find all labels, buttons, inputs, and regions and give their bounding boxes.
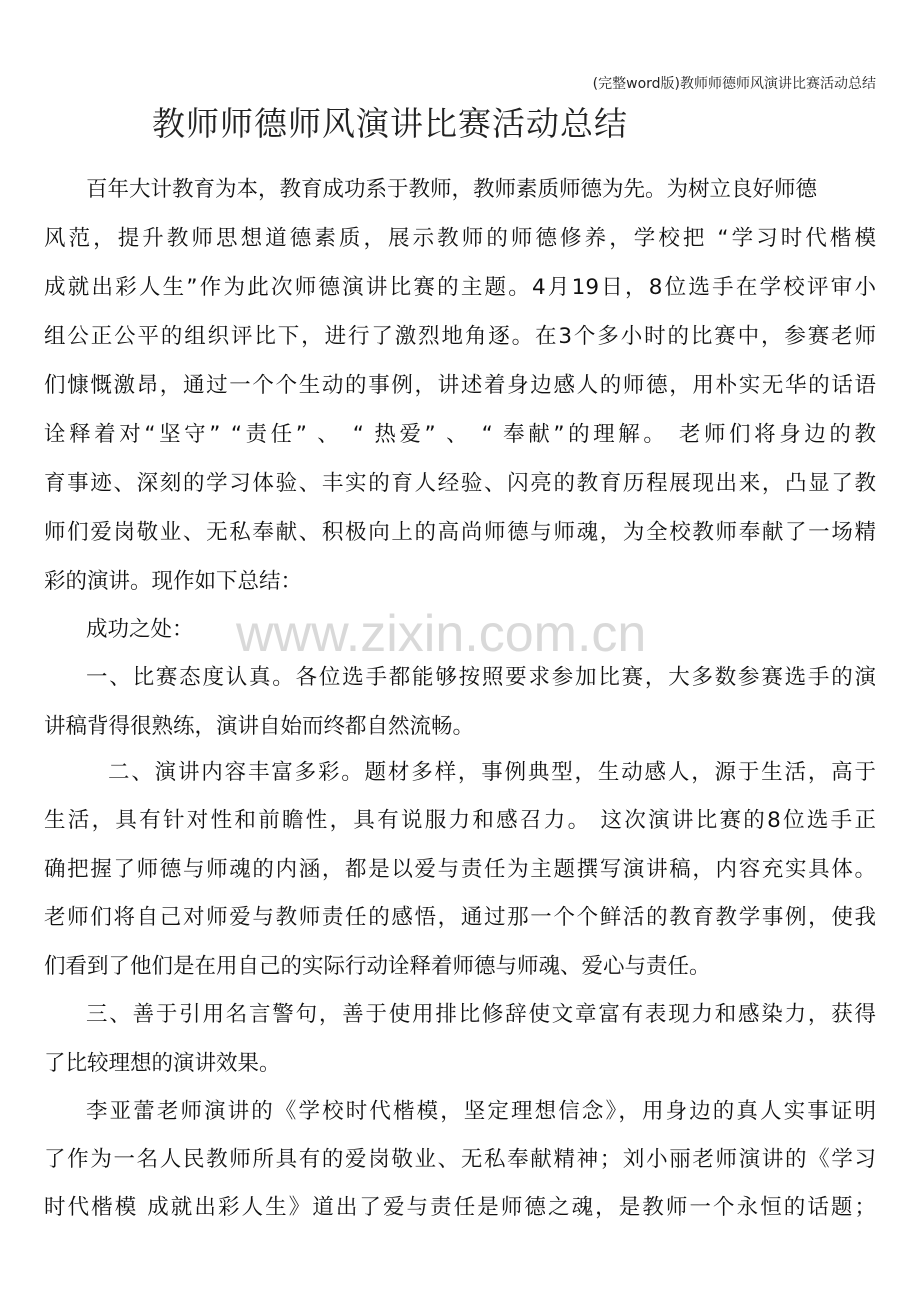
running-header: (完整word版)教师师德师风演讲比赛活动总结 xyxy=(592,76,876,92)
paragraph-line: 时代楷模 成就出彩人生》道出了爱与责任是师德之魂，是教师一个永恒的话题； xyxy=(44,1195,876,1220)
paragraph-line: 成就出彩人生”作为此次师德演讲比赛的主题。4月19日，8位选手在学校评审小 xyxy=(44,275,876,300)
paragraph-line: 诠释着对“坚守” “责任” 、 “ 热爱” 、 “ 奉献”的理解。 老师们将身边的教 xyxy=(44,422,876,447)
document-title: 教师师德师风演讲比赛活动总结 xyxy=(152,104,628,143)
watermark-text: www.zixin.com.cn xyxy=(236,605,647,663)
paragraph-line: 育事迹、深刻的学习体验、丰实的育人经验、闪亮的教育历程展现出来，凸显了教 xyxy=(44,471,876,496)
paragraph-line: 百年大计教育为本，教育成功系于教师，教师素质师德为先。为树立良好师德 xyxy=(86,177,818,202)
paragraph-line: 生活，具有针对性和前瞻性，具有说服力和感召力。 这次演讲比赛的8位选手正 xyxy=(44,808,876,833)
paragraph-line: 们慷慨激昂，通过一个个生动的事例，讲述着身边感人的师德，用朴实无华的话语 xyxy=(44,373,876,398)
paragraph-line: 三、善于引用名言警句，善于使用排比修辞使文章富有表现力和感染力，获得 xyxy=(86,1002,876,1027)
paragraph-line: 一、比赛态度认真。各位选手都能够按照要求参加比赛，大多数参赛选手的演 xyxy=(86,665,876,690)
paragraph-line: 风范，提升教师思想道德素质，展示教师的师德修养，学校把 “学习时代楷模 xyxy=(44,226,876,251)
paragraph-line: 二、演讲内容丰富多彩。题材多样，事例典型，生动感人，源于生活，高于 xyxy=(108,760,876,785)
paragraph-line: 讲稿背得很熟练，演讲自始而终都自然流畅。 xyxy=(44,714,475,739)
paragraph-line: 彩的演讲。现作如下总结： xyxy=(44,569,303,594)
paragraph-line: 们看到了他们是在用自己的实际行动诠释着师德与师魂、爱心与责任。 xyxy=(44,954,711,979)
paragraph-line: 老师们将自己对师爱与教师责任的感悟，通过那一个个鲜活的教育教学事例，使我 xyxy=(44,905,876,930)
paragraph-line: 了比较理想的演讲效果。 xyxy=(44,1051,281,1076)
paragraph-line: 了作为一名人民教师所具有的爱岗敬业、无私奉献精神；刘小丽老师演讲的《学习 xyxy=(44,1147,876,1172)
section-heading: 成功之处： xyxy=(86,617,194,642)
paragraph-line: 组公正公平的组织评比下，进行了激烈地角逐。在3个多小时的比赛中，参赛老师 xyxy=(44,324,876,349)
paragraph-line: 师们爱岗敬业、无私奉献、积极向上的高尚师德与师魂，为全校教师奉献了一场精 xyxy=(44,520,876,545)
paragraph-line: 确把握了师德与师魂的内涵，都是以爱与责任为主题撰写演讲稿，内容充实具体。 xyxy=(44,857,876,882)
paragraph-line: 李亚蕾老师演讲的《学校时代楷模，坚定理想信念》，用身边的真人实事证明 xyxy=(86,1099,876,1124)
